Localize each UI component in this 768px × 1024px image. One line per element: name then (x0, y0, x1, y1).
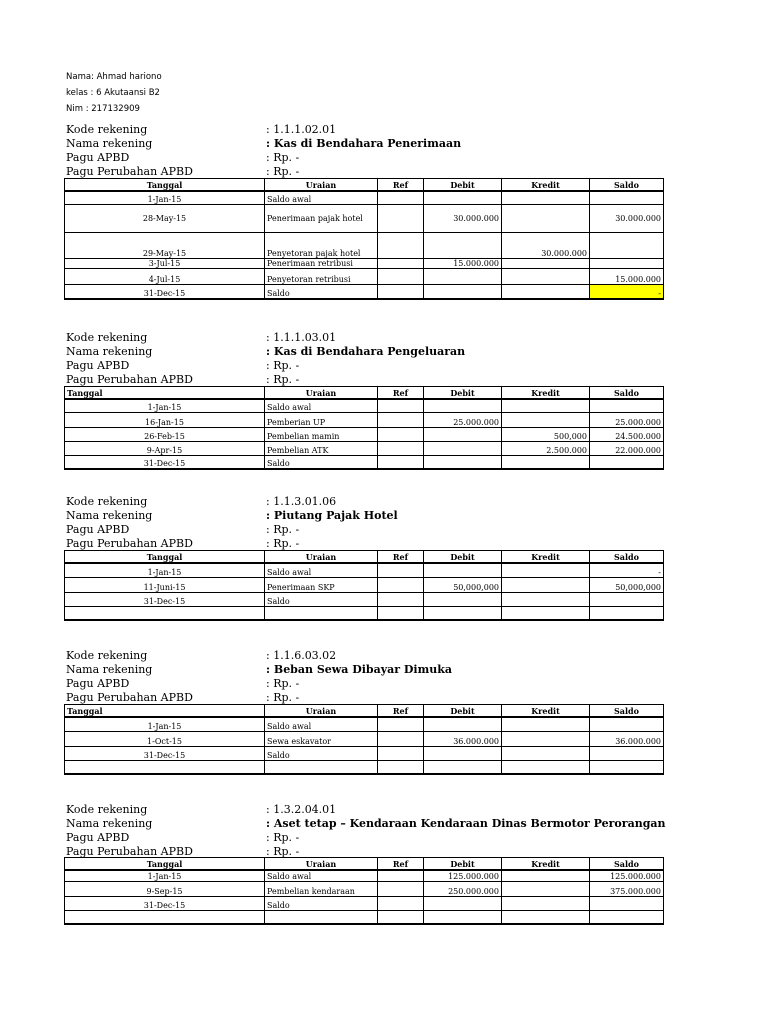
pagu-label: Pagu APBD (66, 831, 130, 844)
cell-saldo (590, 592, 664, 606)
pagu-label: Pagu APBD (66, 151, 130, 164)
cell-ref (378, 563, 424, 577)
cell-debit (424, 746, 502, 760)
pagu-perubahan-value: : Rp. - (266, 691, 300, 704)
cell-uraian: Saldo (265, 746, 378, 760)
cell-ref (378, 870, 424, 881)
nama-label: Nama rekening (66, 345, 153, 358)
cell-saldo-highlighted: - (590, 284, 664, 299)
cell-saldo (590, 258, 664, 268)
cell-uraian: Penerimaan retribusi (265, 258, 378, 268)
student-name: Nama: Ahmad hariono (66, 72, 162, 82)
col-uraian: Uraian (265, 705, 378, 718)
cell-tanggal: 1-Jan-15 (65, 191, 265, 204)
kode-label: Kode rekening (66, 331, 148, 344)
cell-debit: 250.000.000 (424, 881, 502, 896)
cell-kredit (502, 910, 590, 924)
pagu-perubahan-label: Pagu Perubahan APBD (66, 845, 193, 858)
cell-tanggal: 1-Oct-15 (65, 731, 265, 746)
pagu-value: : Rp. - (266, 677, 300, 690)
cell-debit (424, 606, 502, 620)
pagu-perubahan-label: Pagu Perubahan APBD (66, 373, 193, 386)
cell-kredit (502, 896, 590, 910)
cell-saldo (590, 232, 664, 258)
col-saldo: Saldo (590, 858, 664, 871)
col-saldo: Saldo (590, 705, 664, 718)
cell-kredit: 30.000.000 (502, 232, 590, 258)
cell-kredit (502, 284, 590, 299)
col-uraian: Uraian (265, 551, 378, 564)
cell-debit (424, 563, 502, 577)
account-header (66, 331, 666, 387)
cell-saldo (590, 455, 664, 469)
cell-kredit (502, 191, 590, 204)
table-row (65, 191, 664, 204)
cell-ref (378, 412, 424, 427)
cell-kredit (502, 731, 590, 746)
col-debit: Debit (424, 705, 502, 718)
kode-value: : 1.1.6.03.02 (266, 649, 337, 662)
table-row (65, 563, 664, 577)
cell-uraian: Saldo (265, 284, 378, 299)
table-row (65, 592, 664, 606)
cell-ref (378, 881, 424, 896)
cell-debit (424, 455, 502, 469)
cell-saldo: 125.000.000 (590, 870, 664, 881)
table-row (65, 258, 664, 268)
table-row (65, 577, 664, 592)
cell-tanggal (65, 606, 265, 620)
cell-kredit (502, 606, 590, 620)
pagu-perubahan-value: : Rp. - (266, 165, 300, 178)
col-saldo: Saldo (590, 179, 664, 192)
cell-ref (378, 577, 424, 592)
cell-tanggal: 31-Dec-15 (65, 592, 265, 606)
cell-saldo (590, 760, 664, 774)
cell-uraian: Saldo (265, 896, 378, 910)
cell-tanggal: 16-Jan-15 (65, 412, 265, 427)
cell-ref (378, 204, 424, 232)
nama-value: : Piutang Pajak Hotel (266, 509, 398, 522)
cell-kredit (502, 577, 590, 592)
cell-kredit (502, 412, 590, 427)
pagu-perubahan-label: Pagu Perubahan APBD (66, 691, 193, 704)
kode-value: : 1.1.1.02.01 (266, 123, 337, 136)
ledger-table (64, 550, 664, 621)
cell-kredit (502, 204, 590, 232)
cell-uraian: Penerimaan SKP (265, 577, 378, 592)
col-uraian: Uraian (265, 387, 378, 400)
account-header (66, 123, 666, 179)
cell-tanggal: 4-Jul-15 (65, 268, 265, 284)
pagu-perubahan-value: : Rp. - (266, 373, 300, 386)
cell-uraian: Pembelian mamin (265, 427, 378, 441)
cell-ref (378, 606, 424, 620)
cell-tanggal: 28-May-15 (65, 204, 265, 232)
col-tanggal: Tanggal (65, 551, 265, 564)
cell-uraian: Sewa eskavator (265, 731, 378, 746)
cell-kredit (502, 717, 590, 731)
cell-saldo: 24.500.000 (590, 427, 664, 441)
cell-saldo (590, 746, 664, 760)
cell-debit (424, 441, 502, 455)
cell-uraian: Pemberian UP (265, 412, 378, 427)
col-debit: Debit (424, 179, 502, 192)
col-uraian: Uraian (265, 858, 378, 871)
cell-uraian: Saldo awal (265, 870, 378, 881)
cell-saldo: 15.000.000 (590, 268, 664, 284)
cell-ref (378, 455, 424, 469)
col-kredit: Kredit (502, 179, 590, 192)
cell-tanggal: 1-Jan-15 (65, 870, 265, 881)
col-kredit: Kredit (502, 387, 590, 400)
table-row (65, 746, 664, 760)
cell-uraian: Pembelian kendaraan (265, 881, 378, 896)
cell-tanggal: 1-Jan-15 (65, 563, 265, 577)
table-row (65, 910, 664, 924)
kode-label: Kode rekening (66, 649, 148, 662)
table-row (65, 731, 664, 746)
cell-saldo: 375.000.000 (590, 881, 664, 896)
pagu-label: Pagu APBD (66, 359, 130, 372)
col-debit: Debit (424, 858, 502, 871)
cell-tanggal: 9-Apr-15 (65, 441, 265, 455)
nama-value: : Kas di Bendahara Penerimaan (266, 137, 462, 150)
col-kredit: Kredit (502, 551, 590, 564)
cell-kredit (502, 455, 590, 469)
nama-value: : Beban Sewa Dibayar Dimuka (266, 663, 452, 676)
cell-kredit (502, 870, 590, 881)
col-ref: Ref (378, 551, 424, 564)
cell-debit (424, 399, 502, 412)
cell-ref (378, 731, 424, 746)
student-class: kelas : 6 Akutaansi B2 (66, 88, 160, 98)
cell-uraian: Saldo awal (265, 399, 378, 412)
cell-debit: 50,000,000 (424, 577, 502, 592)
ledger-table (64, 857, 664, 925)
cell-tanggal: 1-Jan-15 (65, 717, 265, 731)
cell-ref (378, 746, 424, 760)
table-row (65, 896, 664, 910)
cell-tanggal: 29-May-15 (65, 232, 265, 258)
nama-value: : Aset tetap – Kendaraan Kendaraan Dinas Bermotor Perorangan (266, 817, 666, 830)
cell-saldo: 30.000.000 (590, 204, 664, 232)
cell-kredit (502, 760, 590, 774)
cell-tanggal: 26-Feb-15 (65, 427, 265, 441)
nama-label: Nama rekening (66, 137, 153, 150)
account-header (66, 803, 666, 859)
student-nim: Nim : 217132909 (66, 104, 140, 114)
col-ref: Ref (378, 179, 424, 192)
cell-ref (378, 427, 424, 441)
nama-label: Nama rekening (66, 817, 153, 830)
cell-debit (424, 717, 502, 731)
cell-saldo (590, 191, 664, 204)
pagu-value: : Rp. - (266, 151, 300, 164)
table-row (65, 427, 664, 441)
cell-debit (424, 284, 502, 299)
cell-kredit (502, 563, 590, 577)
cell-uraian: Penyetoran pajak hotel (265, 232, 378, 258)
ledger-table (64, 386, 664, 470)
cell-kredit: 2.500.000 (502, 441, 590, 455)
cell-ref (378, 268, 424, 284)
kode-value: : 1.1.1.03.01 (266, 331, 337, 344)
cell-tanggal: 31-Dec-15 (65, 896, 265, 910)
kode-label: Kode rekening (66, 803, 148, 816)
pagu-perubahan-label: Pagu Perubahan APBD (66, 165, 193, 178)
col-tanggal: Tanggal (65, 858, 265, 871)
pagu-label: Pagu APBD (66, 677, 130, 690)
cell-tanggal: 3-Jul-15 (65, 258, 265, 268)
col-kredit: Kredit (502, 705, 590, 718)
pagu-perubahan-value: : Rp. - (266, 537, 300, 550)
nama-label: Nama rekening (66, 663, 153, 676)
cell-tanggal (65, 910, 265, 924)
col-tanggal: Tanggal (65, 705, 265, 718)
table-row (65, 717, 664, 731)
cell-debit: 30.000.000 (424, 204, 502, 232)
col-uraian: Uraian (265, 179, 378, 192)
kode-label: Kode rekening (66, 495, 148, 508)
table-row (65, 881, 664, 896)
cell-debit (424, 760, 502, 774)
cell-saldo: 50,000,000 (590, 577, 664, 592)
cell-tanggal: 31-Dec-15 (65, 284, 265, 299)
cell-uraian (265, 606, 378, 620)
nama-label: Nama rekening (66, 509, 153, 522)
cell-debit (424, 896, 502, 910)
cell-saldo (590, 399, 664, 412)
cell-ref (378, 592, 424, 606)
cell-saldo (590, 606, 664, 620)
pagu-value: : Rp. - (266, 359, 300, 372)
cell-debit: 25.000.000 (424, 412, 502, 427)
cell-uraian: Pembelian ATK (265, 441, 378, 455)
col-debit: Debit (424, 387, 502, 400)
cell-debit: 125.000.000 (424, 870, 502, 881)
cell-debit (424, 268, 502, 284)
cell-saldo (590, 717, 664, 731)
cell-ref (378, 399, 424, 412)
kode-value: : 1.3.2.04.01 (266, 803, 337, 816)
cell-uraian: Saldo (265, 455, 378, 469)
cell-saldo: 22.000.000 (590, 441, 664, 455)
table-row (65, 441, 664, 455)
cell-saldo: 25.000.000 (590, 412, 664, 427)
cell-tanggal: 11-Juni-15 (65, 577, 265, 592)
account-header (66, 649, 666, 705)
col-debit: Debit (424, 551, 502, 564)
table-row (65, 606, 664, 620)
table-row (65, 412, 664, 427)
table-row (65, 455, 664, 469)
cell-debit (424, 232, 502, 258)
cell-saldo: - (590, 563, 664, 577)
table-row (65, 204, 664, 232)
cell-debit (424, 592, 502, 606)
cell-tanggal (65, 760, 265, 774)
cell-debit (424, 427, 502, 441)
cell-ref (378, 191, 424, 204)
table-row (65, 232, 664, 258)
cell-ref (378, 284, 424, 299)
cell-kredit (502, 399, 590, 412)
cell-kredit: 500,000 (502, 427, 590, 441)
cell-tanggal: 31-Dec-15 (65, 455, 265, 469)
col-tanggal: Tanggal (65, 387, 265, 400)
cell-saldo (590, 896, 664, 910)
pagu-value: : Rp. - (266, 523, 300, 536)
cell-debit: 15.000.000 (424, 258, 502, 268)
cell-ref (378, 258, 424, 268)
cell-ref (378, 232, 424, 258)
account-header (66, 495, 666, 551)
cell-saldo: 36.000.000 (590, 731, 664, 746)
kode-label: Kode rekening (66, 123, 148, 136)
cell-debit: 36.000.000 (424, 731, 502, 746)
cell-kredit (502, 592, 590, 606)
table-row (65, 268, 664, 284)
cell-kredit (502, 268, 590, 284)
cell-kredit (502, 258, 590, 268)
cell-uraian: Penerimaan pajak hotel (265, 204, 378, 232)
col-ref: Ref (378, 858, 424, 871)
pagu-perubahan-value: : Rp. - (266, 845, 300, 858)
col-tanggal: Tanggal (65, 179, 265, 192)
cell-ref (378, 910, 424, 924)
kode-value: : 1.1.3.01.06 (266, 495, 337, 508)
ledger-table (64, 178, 664, 300)
col-kredit: Kredit (502, 858, 590, 871)
table-row (65, 284, 664, 299)
pagu-label: Pagu APBD (66, 523, 130, 536)
cell-tanggal: 1-Jan-15 (65, 399, 265, 412)
cell-saldo (590, 910, 664, 924)
cell-uraian (265, 760, 378, 774)
cell-ref (378, 760, 424, 774)
cell-debit (424, 910, 502, 924)
table-row (65, 760, 664, 774)
cell-uraian: Saldo awal (265, 191, 378, 204)
cell-debit (424, 191, 502, 204)
cell-ref (378, 441, 424, 455)
cell-ref (378, 896, 424, 910)
pagu-value: : Rp. - (266, 831, 300, 844)
cell-uraian: Penyetoran retribusi (265, 268, 378, 284)
cell-kredit (502, 746, 590, 760)
pagu-perubahan-label: Pagu Perubahan APBD (66, 537, 193, 550)
table-row (65, 870, 664, 881)
col-ref: Ref (378, 705, 424, 718)
cell-uraian (265, 910, 378, 924)
cell-ref (378, 717, 424, 731)
cell-uraian: Saldo awal (265, 717, 378, 731)
cell-tanggal: 9-Sep-15 (65, 881, 265, 896)
col-saldo: Saldo (590, 551, 664, 564)
cell-tanggal: 31-Dec-15 (65, 746, 265, 760)
cell-uraian: Saldo awal (265, 563, 378, 577)
cell-kredit (502, 881, 590, 896)
nama-value: : Kas di Bendahara Pengeluaran (266, 345, 466, 358)
ledger-table (64, 704, 664, 775)
student-info (66, 69, 162, 117)
col-ref: Ref (378, 387, 424, 400)
cell-uraian: Saldo (265, 592, 378, 606)
col-saldo: Saldo (590, 387, 664, 400)
table-row (65, 399, 664, 412)
